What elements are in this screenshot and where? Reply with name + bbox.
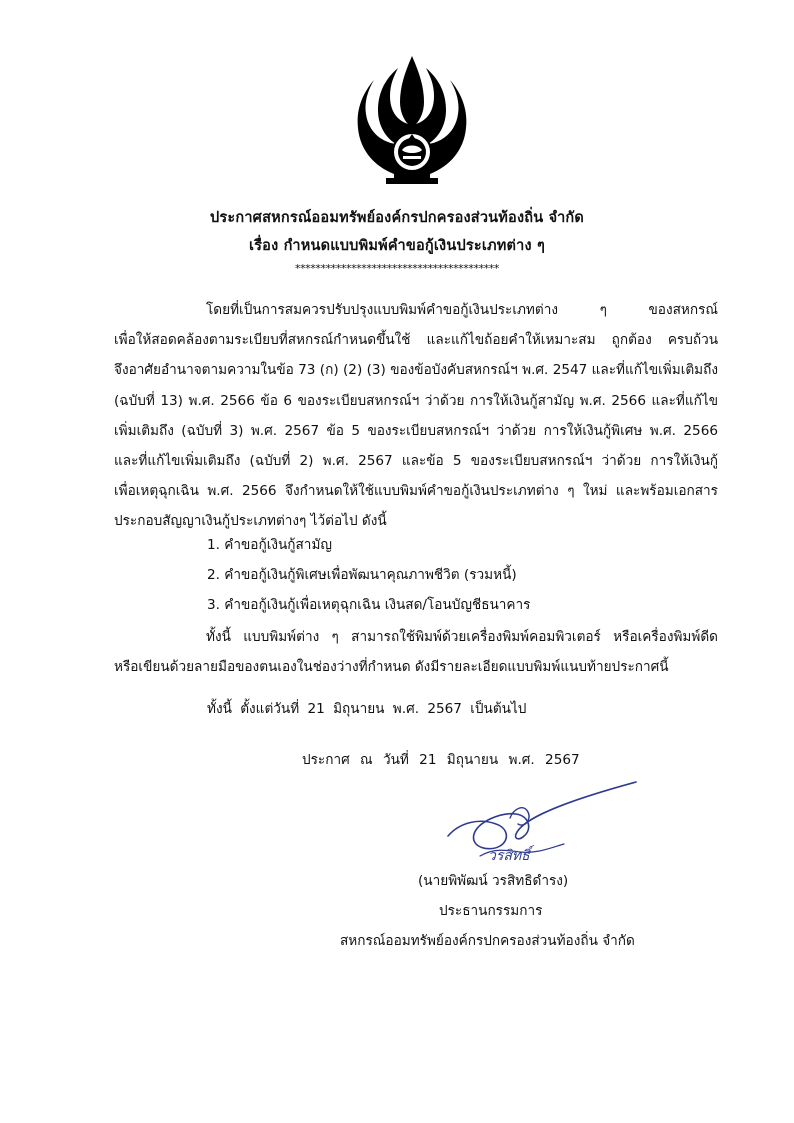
document-title: ประกาศสหกรณ์ออมทรัพย์องค์กรปกครองส่วนท้องถิ่น จำกัด (209, 210, 585, 226)
signer-position: ประธานกรรมการ (439, 903, 543, 919)
paragraph-line: และที่แก้ไขเพิ่มเติมถึง (ฉบับที่ 2) พ.ศ. 2567 และข้อ 5 ของระเบียบสหกรณ์ฯ ว่าด้วย การให้เงินกู้ (114, 453, 718, 470)
signer-name: (นายพิพัฒน์ วรสิทธิดำรง) (418, 873, 569, 889)
paragraph-line: (ฉบับที่ 13) พ.ศ. 2566 ข้อ 6 ของระเบียบสหกรณ์ฯ ว่าด้วย การให้เงินกู้สามัญ พ.ศ. 2566 และที่แก้ไข (114, 392, 718, 409)
paragraph-line: โดยที่เป็นการสมควรปรับปรุงแบบพิมพ์คำขอกู้เงินประเภทต่าง ๆ ของสหกรณ์ (206, 302, 718, 318)
paragraph-line: เพิ่มเติมถึง (ฉบับที่ 3) พ.ศ. 2567 ข้อ 5 ของระเบียบสหกรณ์ฯ ว่าด้วย การให้เงินกู้พิเศษ พ.ศ. 2566 (114, 422, 718, 439)
list-item: 1. คำขอกู้เงินกู้สามัญ (207, 537, 332, 553)
paragraph-line: จึงอาศัยอำนาจตามความในข้อ 73 (ก) (2) (3) ของข้อบังคับสหกรณ์ฯ พ.ศ. 2547 และที่แก้ไขเพิ่มเติมถึง (114, 362, 718, 379)
signer-organization: สหกรณ์ออมทรัพย์องค์กรปกครองส่วนท้องถิ่น จำกัด (340, 933, 635, 949)
paragraph-line: เพื่อเหตุฉุกเฉิน พ.ศ. 2566 จึงกำหนดให้ใช้แบบพิมพ์คำขอกู้เงินประเภทต่าง ๆ ใหม่ และพร้อมเอกสาร (114, 483, 718, 500)
note-line: ทั้งนี้ แบบพิมพ์ต่าง ๆ สามารถใช้พิมพ์ด้วยเครื่องพิมพ์คอมพิวเตอร์ หรือเครื่องพิมพ์ดีด (206, 629, 718, 645)
title-separator: **************************************** (294, 262, 499, 275)
handwritten-signature-icon (440, 778, 640, 868)
note-line: หรือเขียนด้วยลายมือของตนเองในช่องว่างที่กำหนด ดังมีรายละเอียดแบบพิมพ์แนบท้ายประกาศนี้ (114, 659, 669, 676)
loan-form-list (207, 530, 530, 621)
main-paragraph (114, 295, 718, 537)
cooperative-emblem-icon (356, 54, 468, 186)
list-item: 2. คำขอกู้เงินกู้พิเศษเพื่อพัฒนาคุณภาพชีวิต (รวมหนี้) (207, 567, 517, 584)
document-subject: เรื่อง กำหนดแบบพิมพ์คำขอกู้เงินประเภทต่าง ๆ (249, 238, 545, 254)
effective-date: ทั้งนี้ ตั้งแต่วันที่ 21 มิถุนายน พ.ศ. 2567 เป็นต้นไป (207, 701, 527, 717)
list-item: 3. คำขอกู้เงินกู้เพื่อเหตุฉุกเฉิน เงินสด/โอนบัญชีธนาคาร (207, 597, 531, 614)
note-paragraph (114, 622, 718, 682)
paragraph-line: เพื่อให้สอดคล้องตามระเบียบที่สหกรณ์กำหนดขึ้นใช้ และแก้ไขถ้อยคำให้เหมาะสม ถูกต้อง ครบถ้วน (114, 332, 718, 349)
svg-text:วรสิทธิ์: วรสิทธิ์ (488, 848, 530, 864)
announcement-date: ประกาศ ณ วันที่ 21 มิถุนายน พ.ศ. 2567 (302, 752, 580, 768)
paragraph-line: ประกอบสัญญาเงินกู้ประเภทต่างๆ ไว้ต่อไป ดังนี้ (114, 513, 387, 530)
